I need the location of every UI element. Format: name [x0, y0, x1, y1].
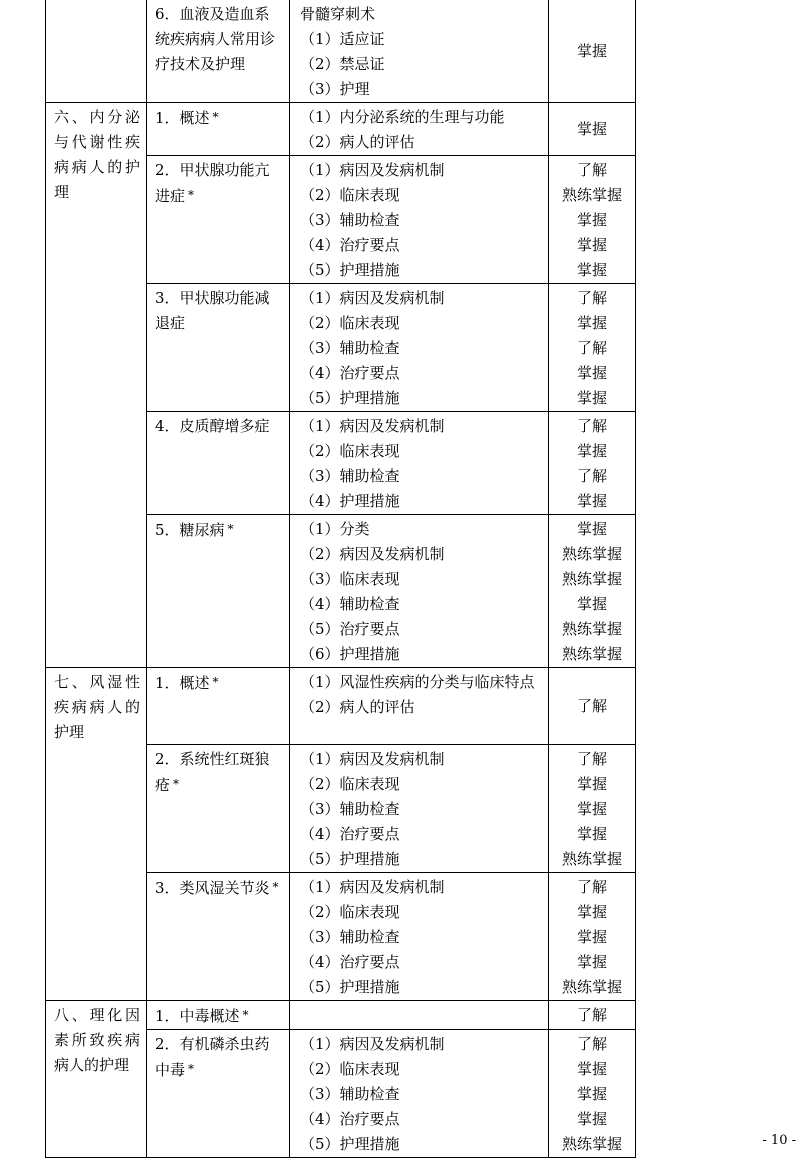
level-text: 掌握 [576, 800, 607, 818]
item-line: （3）护理 [300, 80, 370, 98]
table-row [46, 1001, 636, 1030]
level-text: 熟练掌握 [561, 186, 622, 204]
item-line: （2）临床表现 [300, 903, 400, 921]
level-text: 掌握 [576, 1110, 607, 1128]
item-line: （4）治疗要点 [300, 364, 400, 382]
item-line: （1）病因及发病机制 [300, 750, 445, 768]
level-cell [549, 156, 636, 284]
level-text: 掌握 [576, 953, 607, 971]
level-text: 掌握 [576, 928, 607, 946]
level-text: 掌握 [576, 903, 607, 921]
level-text: 熟练掌握 [561, 620, 622, 638]
key-star: * [272, 880, 279, 894]
section-cell: 六、内分泌与代谢性疾病病人的护理 [46, 103, 147, 668]
item-line: （1）分类 [300, 520, 370, 538]
level-cell [549, 103, 636, 156]
level-text: 掌握 [576, 775, 607, 793]
item-line: （2）禁忌证 [300, 55, 385, 73]
level-text: 掌握 [576, 492, 607, 510]
level-text: 了解 [576, 696, 607, 715]
item-line: （1）病因及发病机制 [300, 289, 445, 307]
topic-cell [147, 745, 290, 873]
topic-cell [147, 0, 290, 103]
topic-cell [147, 412, 290, 515]
level-cell [549, 873, 636, 1001]
level-text: 掌握 [576, 520, 607, 538]
key-star: * [212, 110, 219, 124]
level-text: 掌握 [576, 442, 607, 460]
topic-cell [147, 156, 290, 284]
item-line: （2）临床表现 [300, 1060, 400, 1078]
syllabus-table [45, 0, 636, 1158]
level-cell [549, 745, 636, 873]
key-star: * [188, 188, 195, 202]
topic-cell [147, 1030, 290, 1158]
key-star: * [212, 675, 219, 689]
table-row [46, 668, 636, 745]
level-cell [549, 668, 636, 745]
topic-text: 1．概述 [155, 109, 210, 127]
key-star: * [173, 777, 180, 791]
items-cell [290, 873, 549, 1001]
level-cell [549, 0, 636, 103]
item-line: （4）护理措施 [300, 492, 400, 510]
item-line: （1）病因及发病机制 [300, 417, 445, 435]
item-line: （2）临床表现 [300, 186, 400, 204]
topic-cell [147, 668, 290, 745]
topic-text: 1．概述 [155, 674, 210, 692]
level-text: 掌握 [576, 314, 607, 332]
topic-text: 5．糖尿病 [155, 521, 225, 539]
table-row [46, 103, 636, 156]
level-text: 熟练掌握 [561, 570, 622, 588]
item-line: （4）治疗要点 [300, 953, 400, 971]
item-line: （2）病因及发病机制 [300, 545, 445, 563]
items-cell [290, 745, 549, 873]
topic-cell [147, 1001, 290, 1030]
item-line: （1）内分泌系统的生理与功能 [300, 108, 505, 126]
level-text: 了解 [576, 339, 607, 357]
item-line: （4）辅助检查 [300, 595, 400, 613]
section-cell: 七、风湿性疾病病人的护理 [46, 668, 147, 1001]
level-text: 掌握 [576, 211, 607, 229]
topic-cell [147, 515, 290, 668]
item-line: （5）护理措施 [300, 389, 400, 407]
section-cell [46, 0, 147, 103]
topic-cell [147, 873, 290, 1001]
item-line: （3）辅助检查 [300, 211, 400, 229]
level-text: 了解 [576, 289, 607, 307]
level-text: 掌握 [576, 236, 607, 254]
level-text: 了解 [576, 161, 607, 179]
items-cell [290, 0, 549, 103]
item-line: （1）风湿性疾病的分类与临床特点 [300, 673, 535, 691]
item-line: （4）治疗要点 [300, 825, 400, 843]
level-text: 掌握 [576, 261, 607, 279]
item-line: （2）临床表现 [300, 442, 400, 460]
topic-text: 3．甲状腺功能减退症 [155, 289, 270, 332]
item-line: （1）病因及发病机制 [300, 161, 445, 179]
item-line: （3）辅助检查 [300, 339, 400, 357]
item-line: 骨髓穿刺术 [300, 5, 376, 23]
topic-text: 3．类风湿关节炎 [155, 879, 270, 897]
level-text: 了解 [576, 1035, 607, 1053]
item-line: （5）治疗要点 [300, 620, 400, 638]
item-line: （5）护理措施 [300, 261, 400, 279]
level-cell [549, 1001, 636, 1030]
items-cell [290, 103, 549, 156]
level-text: 熟练掌握 [561, 850, 622, 868]
level-text: 了解 [576, 1006, 607, 1024]
topic-text: 2．系统性红斑狼疮 [155, 750, 270, 794]
item-line: （1）病因及发病机制 [300, 878, 445, 896]
level-text: 熟练掌握 [561, 645, 622, 663]
item-line: （3）辅助检查 [300, 800, 400, 818]
item-line: （2）临床表现 [300, 314, 400, 332]
item-line: （2）临床表现 [300, 775, 400, 793]
key-star: * [242, 1008, 249, 1022]
level-cell [549, 1030, 636, 1158]
topic-text: 2．有机磷杀虫药中毒 [155, 1035, 270, 1079]
item-line: （1）病因及发病机制 [300, 1035, 445, 1053]
level-text: 掌握 [576, 389, 607, 407]
level-text: 熟练掌握 [561, 978, 622, 996]
item-line: （4）治疗要点 [300, 236, 400, 254]
items-cell [290, 284, 549, 412]
item-line: （2）病人的评估 [300, 698, 415, 716]
key-star: * [188, 1062, 195, 1076]
item-line: （6）护理措施 [300, 645, 400, 663]
items-cell [290, 412, 549, 515]
page-number: - 10 - [762, 1133, 796, 1148]
items-cell [290, 156, 549, 284]
level-text: 掌握 [576, 41, 607, 60]
level-cell [549, 412, 636, 515]
items-cell [290, 1001, 549, 1030]
level-text: 掌握 [576, 119, 607, 138]
level-text: 掌握 [576, 364, 607, 382]
item-line: （3）辅助检查 [300, 928, 400, 946]
items-cell [290, 515, 549, 668]
item-line: （3）临床表现 [300, 570, 400, 588]
item-line: （4）治疗要点 [300, 1110, 400, 1128]
section-cell: 八、理化因素所致疾病病人的护理 [46, 1001, 147, 1158]
level-text: 掌握 [576, 595, 607, 613]
topic-cell [147, 103, 290, 156]
item-line: （1）适应证 [300, 30, 385, 48]
level-text: 了解 [576, 750, 607, 768]
level-text: 了解 [576, 417, 607, 435]
key-star: * [227, 522, 234, 536]
topic-text: 6．血液及造血系统疾病病人常用诊疗技术及护理 [155, 5, 276, 73]
level-text: 掌握 [576, 825, 607, 843]
table-row [46, 0, 636, 103]
level-text: 熟练掌握 [561, 545, 622, 563]
items-cell [290, 668, 549, 745]
item-line: （5）护理措施 [300, 1135, 400, 1153]
level-text: 掌握 [576, 1085, 607, 1103]
items-cell [290, 1030, 549, 1158]
level-text: 了解 [576, 467, 607, 485]
topic-text: 1．中毒概述 [155, 1007, 240, 1025]
topic-text: 4．皮质醇增多症 [155, 417, 270, 435]
level-text: 掌握 [576, 1060, 607, 1078]
topic-cell [147, 284, 290, 412]
item-line: （5）护理措施 [300, 978, 400, 996]
item-line: （3）辅助检查 [300, 1085, 400, 1103]
item-line: （2）病人的评估 [300, 133, 415, 151]
level-cell [549, 515, 636, 668]
item-line: （3）辅助检查 [300, 467, 400, 485]
level-cell [549, 284, 636, 412]
topic-text: 2．甲状腺功能亢进症 [155, 161, 270, 205]
item-line: （5）护理措施 [300, 850, 400, 868]
level-text: 了解 [576, 878, 607, 896]
level-text: 熟练掌握 [561, 1135, 622, 1153]
